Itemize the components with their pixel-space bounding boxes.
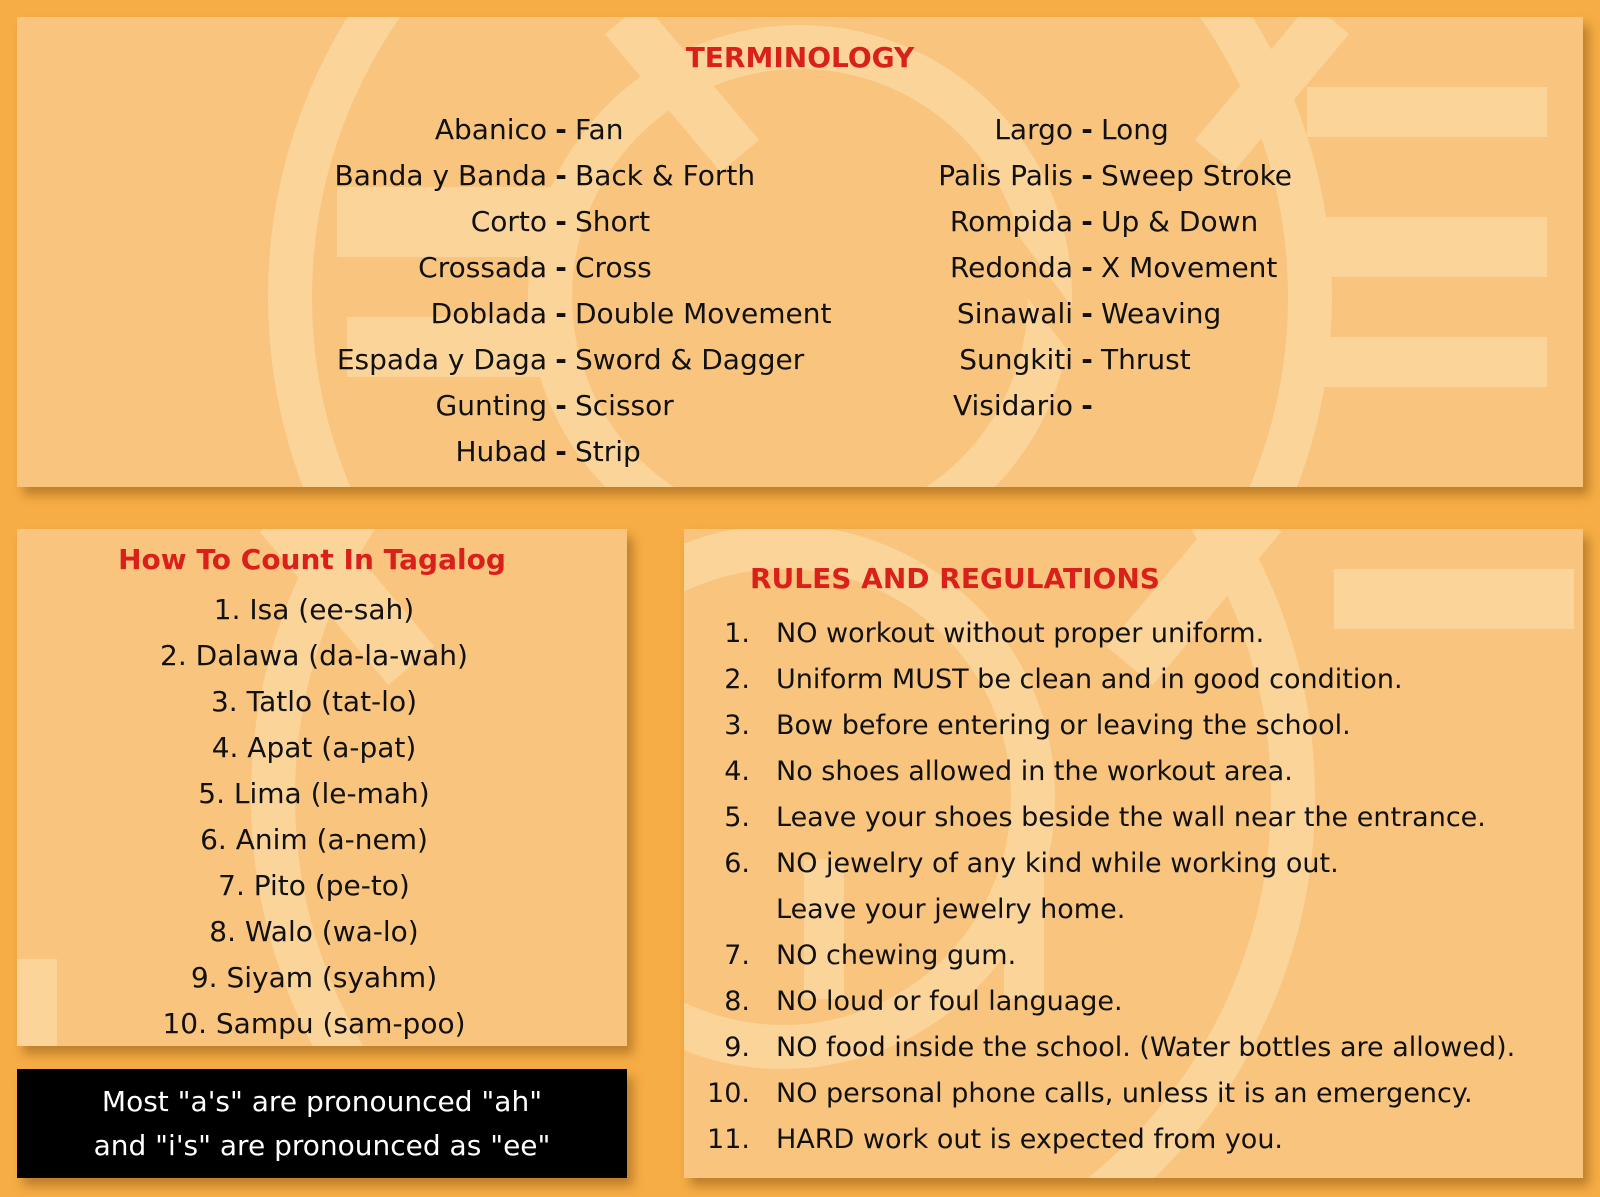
term-word: Doblada (430, 297, 547, 330)
term-definition: Up & Down (1101, 205, 1259, 238)
rule-item (684, 933, 1515, 979)
terminology-title: TERMINOLOGY (685, 41, 915, 74)
term-word: Banda y Banda (334, 159, 547, 192)
rule-text (776, 1117, 1283, 1163)
term-definition: Strip (575, 435, 641, 468)
term-word: Hubad (455, 435, 547, 468)
term-definition: Weaving (1101, 297, 1222, 330)
term-word: Sinawali (956, 297, 1073, 330)
term-row (897, 291, 1292, 337)
count-item: 10. Sampu (sam-poo) (162, 1007, 466, 1040)
term-row (297, 291, 831, 337)
rule-item (684, 749, 1515, 795)
rule-number: 8. (724, 986, 750, 1017)
rule-number: 3. (724, 710, 750, 741)
term-word: Sungkiti (959, 343, 1073, 376)
rule-number: 2. (724, 664, 750, 695)
term-word: Largo (994, 113, 1073, 146)
rule-text (776, 841, 1339, 933)
rule-line: NO chewing gum. (776, 940, 1017, 971)
term-definition: Back & Forth (575, 159, 756, 192)
term-separator: - (555, 113, 567, 146)
rule-item (684, 979, 1515, 1025)
term-separator: - (555, 297, 567, 330)
term-definition: Scissor (575, 389, 674, 422)
term-separator: - (555, 389, 567, 422)
rule-text (776, 795, 1486, 841)
term-definition: Long (1101, 113, 1169, 146)
count-item: 9. Siyam (syahm) (190, 961, 438, 994)
terminology-column-1 (297, 107, 831, 475)
terminology-panel (17, 17, 1583, 487)
terminology-column-2 (897, 107, 1292, 429)
rule-number: 9. (724, 1032, 750, 1063)
term-definition: X Movement (1101, 251, 1278, 284)
rules-panel (684, 529, 1583, 1178)
term-separator: - (1081, 251, 1093, 284)
rule-number: 1. (724, 618, 750, 649)
rule-line: HARD work out is expected from you. (776, 1124, 1284, 1155)
term-word: Palis Palis (938, 159, 1073, 192)
rule-item (684, 795, 1515, 841)
rule-number: 5. (724, 802, 750, 833)
rule-line: NO workout without proper uniform. (776, 618, 1265, 649)
rule-item (684, 1025, 1515, 1071)
term-row (897, 153, 1292, 199)
note-line-2: and "i's" are pronounced as "ee" (93, 1129, 551, 1162)
term-definition: Cross (575, 251, 652, 284)
rule-number: 4. (724, 756, 750, 787)
term-row (897, 383, 1292, 429)
rule-line: NO loud or foul language. (776, 986, 1123, 1017)
rule-text (776, 611, 1264, 657)
rules-list (684, 611, 1515, 1163)
term-word: Abanico (434, 113, 547, 146)
count-item: 6. Anim (a-nem) (200, 823, 428, 856)
rule-line: NO personal phone calls, unless it is an emergency. (776, 1078, 1473, 1109)
term-separator: - (1081, 297, 1093, 330)
term-row (297, 199, 831, 245)
term-word: Corto (470, 205, 547, 238)
count-item: 2. Dalawa (da-la-wah) (160, 639, 468, 672)
term-word: Redonda (949, 251, 1073, 284)
term-separator: - (555, 205, 567, 238)
term-definition: Fan (575, 113, 624, 146)
rule-line: Leave your jewelry home. (776, 894, 1126, 925)
rule-item (684, 841, 1515, 933)
term-definition: Double Movement (575, 297, 832, 330)
term-definition: Short (575, 205, 651, 238)
term-row (897, 199, 1292, 245)
term-separator: - (555, 251, 567, 284)
term-definition: Sweep Stroke (1101, 159, 1293, 192)
term-row (897, 337, 1292, 383)
term-word: Rompida (949, 205, 1073, 238)
rule-number: 6. (724, 848, 750, 879)
rule-line: Uniform MUST be clean and in good condition. (776, 664, 1403, 695)
rule-item (684, 1071, 1515, 1117)
rule-item (684, 611, 1515, 657)
term-separator: - (555, 159, 567, 192)
term-row (297, 337, 831, 383)
count-item: 4. Apat (a-pat) (211, 731, 417, 764)
term-word: Visidario (952, 389, 1073, 422)
term-row (297, 383, 831, 429)
rule-line: Leave your shoes beside the wall near the entrance. (776, 802, 1486, 833)
pronunciation-note (17, 1069, 627, 1178)
term-separator: - (1081, 159, 1093, 192)
rule-text (776, 749, 1293, 795)
term-row (897, 245, 1292, 291)
term-separator: - (1081, 113, 1093, 146)
rule-line: No shoes allowed in the workout area. (776, 756, 1293, 787)
count-item: 3. Tatlo (tat-lo) (210, 685, 417, 718)
note-line-1: Most "a's" are pronounced "ah" (101, 1085, 543, 1118)
term-separator: - (555, 435, 567, 468)
count-item: 5. Lima (le-mah) (198, 777, 430, 810)
term-separator: - (1081, 343, 1093, 376)
rule-line: NO food inside the school. (Water bottles are allowed). (776, 1032, 1516, 1063)
counting-title: How To Count In Tagalog (118, 543, 506, 576)
rule-text (776, 1071, 1473, 1117)
term-word: Espada y Daga (336, 343, 547, 376)
rule-text (776, 933, 1016, 979)
rule-item (684, 1117, 1515, 1163)
rule-number: 7. (724, 940, 750, 971)
rules-title: RULES AND REGULATIONS (750, 562, 1160, 595)
term-row (297, 429, 831, 475)
term-definition: Thrust (1101, 343, 1191, 376)
rule-text (776, 703, 1351, 749)
count-item: 7. Pito (pe-to) (218, 869, 410, 902)
rule-number: 10. (707, 1078, 750, 1109)
rule-line: NO jewelry of any kind while working out. (776, 848, 1339, 879)
term-row (297, 107, 831, 153)
term-definition: Sword & Dagger (575, 343, 805, 376)
term-row (897, 107, 1292, 153)
rule-item (684, 657, 1515, 703)
term-row (297, 153, 831, 199)
count-item: 1. Isa (ee-sah) (213, 593, 415, 626)
term-row (297, 245, 831, 291)
counting-panel (17, 529, 627, 1046)
term-separator: - (1081, 205, 1093, 238)
rule-text (776, 979, 1123, 1025)
rule-item (684, 703, 1515, 749)
count-item: 8. Walo (wa-lo) (209, 915, 419, 948)
term-word: Crossada (418, 251, 547, 284)
rule-line: Bow before entering or leaving the school. (776, 710, 1351, 741)
rule-number: 11. (707, 1124, 750, 1155)
rule-text (776, 1025, 1515, 1071)
rule-text (776, 657, 1403, 703)
counting-list (17, 587, 611, 1046)
term-separator: - (1081, 389, 1093, 422)
term-separator: - (555, 343, 567, 376)
term-word: Gunting (435, 389, 547, 422)
